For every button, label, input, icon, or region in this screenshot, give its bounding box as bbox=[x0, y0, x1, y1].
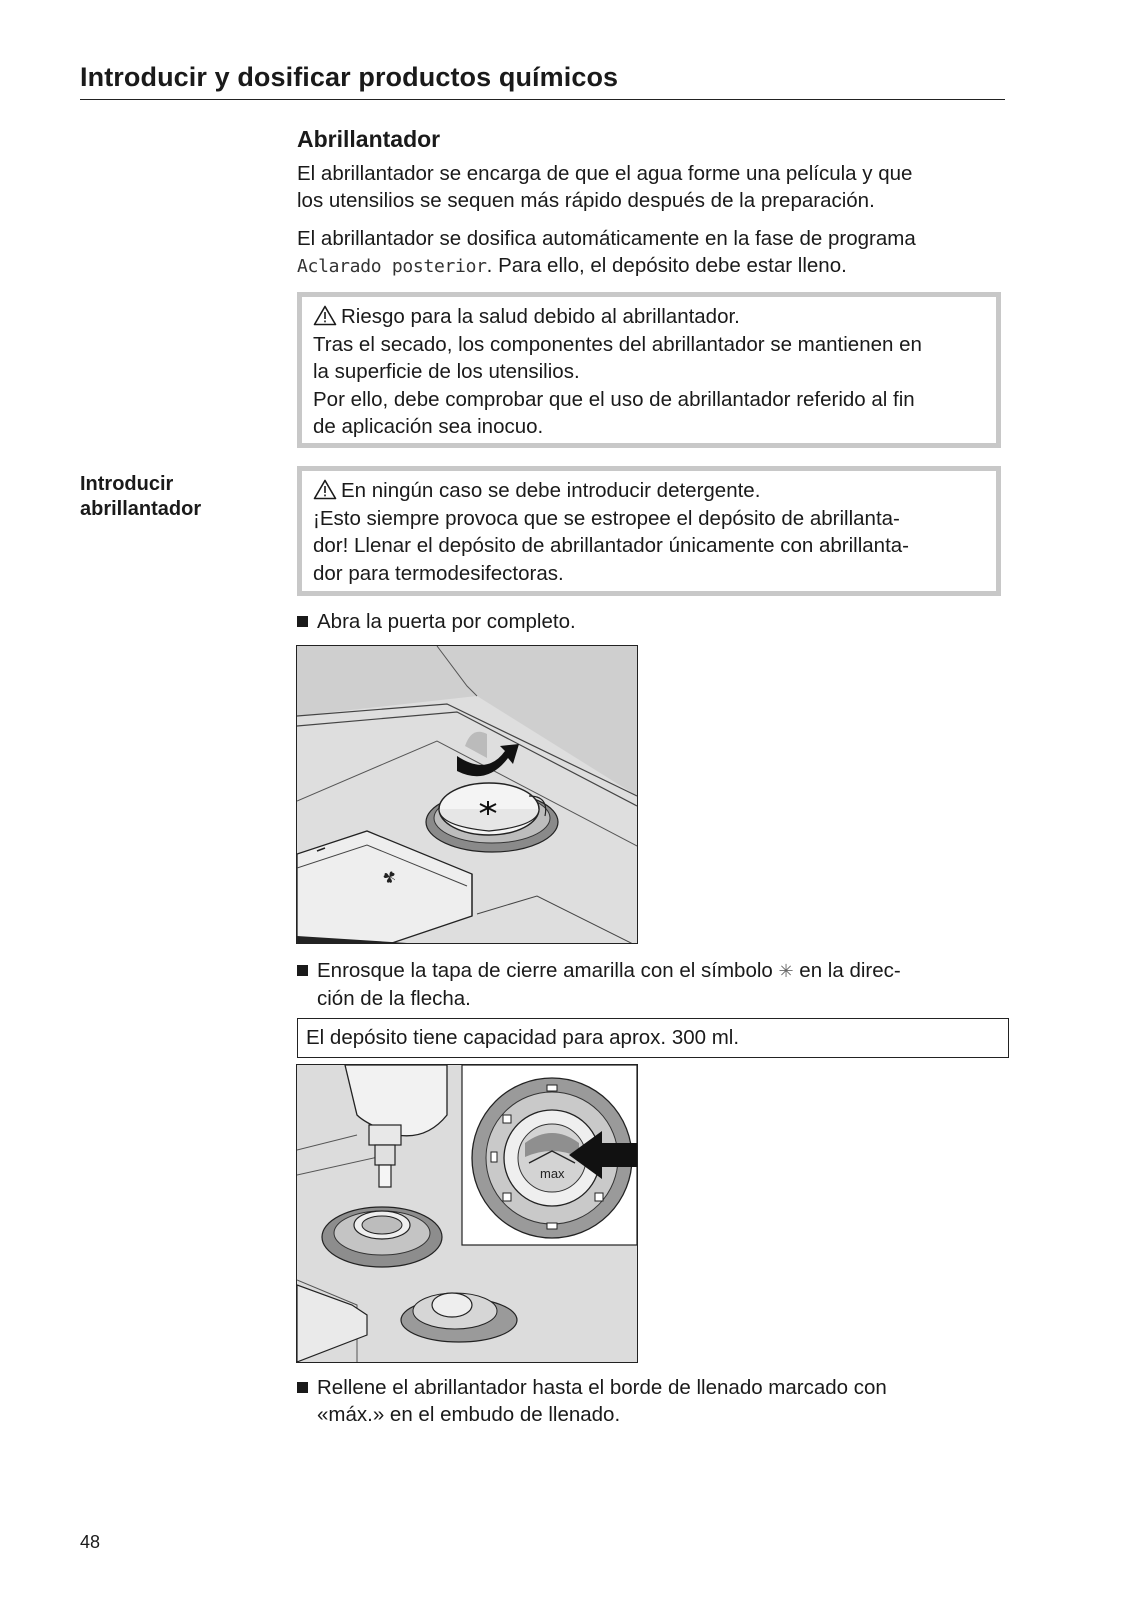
capacity-note: El depósito tiene capacidad para aprox. 300 ml. bbox=[297, 1018, 1009, 1058]
figure-open-cap bbox=[296, 645, 638, 944]
warning-triangle-icon bbox=[313, 305, 337, 326]
page-title: Introducir y dosificar productos químicos bbox=[80, 62, 1005, 100]
detergent-warning-line-4: dor para termodesifectoras. bbox=[313, 561, 564, 585]
detergent-warning-line-2: ¡Esto siempre provoca que se estropee el depósito de abrillanta- bbox=[313, 506, 900, 530]
dosing-line-1: El abrillantador se dosifica automáticamente en la fase de programa bbox=[297, 227, 916, 250]
figure-open-cap-illustration bbox=[297, 646, 637, 943]
square-bullet-icon bbox=[297, 616, 308, 627]
max-fill-label: max bbox=[540, 1166, 565, 1181]
svg-text:☘: ☘ bbox=[378, 867, 402, 888]
square-bullet-icon bbox=[297, 965, 308, 976]
step-unscrew-cap-text-a: Enrosque la tapa de cierre amarilla con el símbolo bbox=[317, 959, 773, 982]
dosing-line-2-rest: . Para ello, el depósito debe estar lleno. bbox=[486, 254, 847, 277]
step-unscrew-cap-text-c: ción de la flecha. bbox=[317, 987, 471, 1010]
detergent-warning-title bbox=[313, 477, 986, 505]
page-number: 48 bbox=[80, 1532, 101, 1552]
figure-fill-reservoir bbox=[296, 1064, 638, 1363]
square-bullet-icon bbox=[297, 1382, 308, 1393]
detergent-warning-line-3: dor! Llenar el depósito de abrillantador únicamente con abrillanta- bbox=[313, 534, 910, 557]
program-phase-name: Aclarado posterior bbox=[297, 256, 487, 277]
step-unscrew-cap bbox=[297, 957, 1009, 1012]
rinse-aid-symbol-icon: ✳ bbox=[778, 961, 794, 982]
intro-line-1: El abrillantador se encarga de que el agua forme una película y que bbox=[297, 162, 913, 185]
step-fill-rinse-aid-line-2: «máx.» en el embudo de llenado. bbox=[317, 1403, 621, 1426]
health-warning-title-text: Riesgo para la salud debido al abrillantador. bbox=[341, 305, 740, 328]
step-fill-rinse-aid-line-1: Rellene el abrillantador hasta el borde de llenado marcado con bbox=[317, 1376, 887, 1399]
health-warning-line-3: la superficie de los utensilios. bbox=[313, 360, 580, 383]
step-fill-rinse-aid bbox=[297, 1374, 1009, 1428]
health-warning-line-2: Tras el secado, los componentes del abrillantador se mantienen en bbox=[313, 332, 922, 356]
side-label-line-2: abrillantador bbox=[80, 498, 202, 520]
step-unscrew-cap-text-b: en la direc- bbox=[799, 959, 901, 982]
side-label-line-1: Introducir bbox=[80, 473, 174, 495]
health-warning-box bbox=[297, 292, 1001, 448]
side-label bbox=[80, 472, 270, 522]
dosing-paragraph bbox=[297, 225, 1009, 280]
intro-paragraph bbox=[297, 160, 1009, 214]
intro-line-2: los utensilios se sequen más rápido después de la preparación. bbox=[297, 189, 875, 212]
section-heading: Abrillantador bbox=[297, 126, 441, 152]
figure-fill-reservoir-illustration bbox=[297, 1065, 637, 1362]
health-warning-line-5: de aplicación sea inocuo. bbox=[313, 415, 544, 438]
detergent-warning-box bbox=[297, 466, 1001, 596]
health-warning-line-4: Por ello, debe comprobar que el uso de abrillantador referido al fin bbox=[313, 387, 915, 411]
step-open-door-text: Abra la puerta por completo. bbox=[317, 610, 576, 633]
warning-triangle-icon bbox=[313, 479, 337, 500]
health-warning-title bbox=[313, 303, 986, 331]
detergent-warning-title-text: En ningún caso se debe introducir detergente. bbox=[341, 479, 761, 502]
step-open-door bbox=[297, 608, 1009, 635]
